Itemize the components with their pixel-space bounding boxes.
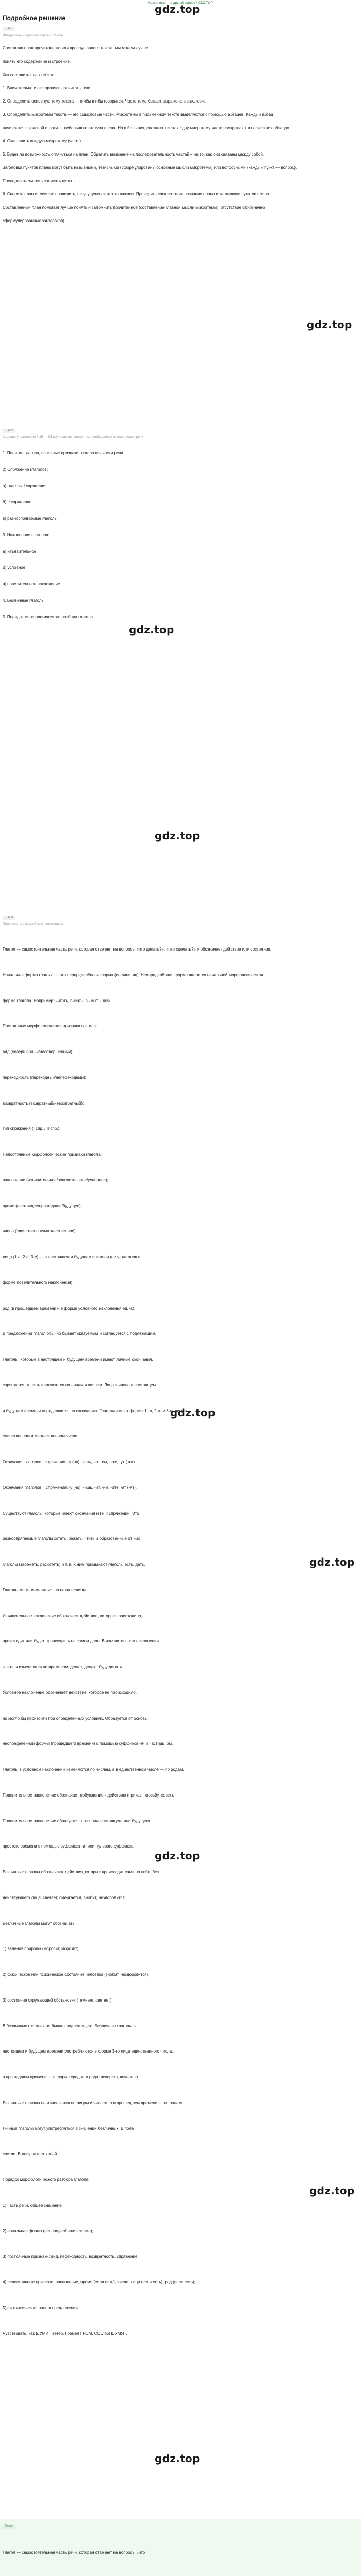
text-line: Окончания глаголов II спряжения: -у (-ю), -ишь, -ит, -им, -ите, -ат (-ят).: [3, 1485, 137, 1490]
text-line: простого времени с помощью суффикса -и- или нулевого суффикса.: [3, 1844, 135, 1849]
text-line: лицо (1-е, 2-е, 3-е) — в настоящем и будущем времени (не у глаголов в: [3, 1255, 141, 1260]
text-line: б) условное: [3, 565, 26, 570]
text-line: начинается с красной строки — небольшого отступа слева. Но в больших, сложных текстах одну микротему часто раскрывают в нескольких абзацах.: [3, 125, 290, 130]
text-line: В предложении глагол обычно бывает сказуемым и согласуется с подлежащим.: [3, 1331, 156, 1336]
text-line: 5. Будет ли возможность оглянуться на план. Обратить внимание на последовательность частей и на то, как они связаны между собой.: [3, 152, 265, 157]
text-line: неопределённой формы (прошедшего времени) с помощью суффикса -л- и частицы бы.: [3, 1741, 173, 1747]
text-line: в) повелительное наклонение.: [3, 582, 61, 587]
text-line: 2) начальная форма (неопределённая форма);: [3, 2228, 93, 2233]
text-line: Условное наклонение обозначает действие, которое не происходило,: [3, 1690, 137, 1695]
section-step-3: [3, 914, 358, 2336]
page-title: Подробное решение: [3, 14, 66, 22]
text-line: Порядок морфологического разбора глагола:: [3, 2177, 90, 2182]
text-line: б) II спряжение,: [3, 500, 33, 505]
text-line: 3) состояние окружающей обстановки (темнеет, светает).: [3, 1997, 113, 2003]
text-line: вид (совершенный/несовершенный);: [3, 1049, 74, 1055]
watermark: gdz.top: [155, 829, 200, 842]
text-line: 5) синтаксическая роль в предложении.: [3, 2305, 79, 2310]
section-step-2: [3, 428, 358, 619]
step-hint: План текста с подробным изложением: [3, 922, 63, 926]
text-line: 1. Внимательно и не торопясь прочитать текст.: [3, 86, 93, 91]
text-line: а) изъявительное,: [3, 549, 38, 554]
watermark: gdz.top: [155, 2452, 200, 2465]
text-line: 4. Безличные глаголы.: [3, 598, 46, 603]
step-hint: Интересные и простые факты о тексте: [3, 33, 63, 38]
text-line: Существуют глаголы, которые имеют окончания и I и II спряжений. Это: [3, 1511, 139, 1516]
text-line: 4. Озаглавить каждую микротему (часть).: [3, 139, 83, 144]
text-line: 2) Спряжение глаголов:: [3, 467, 48, 472]
text-line: Постоянные морфологические признаки глагола:: [3, 1024, 97, 1029]
text-line: Безличные глаголы могут обозначать:: [3, 1921, 76, 1926]
text-line: Окончания глаголов I спряжения: -у (-ю), -ешь, -ет, -ем, -ете, -ут (-ют).: [3, 1460, 136, 1465]
text-line: род (в прошедшем времени и в форме условного наклонения ед. ч.).: [3, 1306, 136, 1311]
answer-box: [0, 2519, 361, 2576]
text-line: но могло бы произойти при определённых условиях. Образуется от основы: [3, 1716, 148, 1721]
text-line: возвратность (возвратный/невозвратный);: [3, 1100, 84, 1106]
text-line: форме повелительного наклонения);: [3, 1280, 74, 1285]
text-line: Глаголы в условном наклонении изменяются по числам, а в единственном числе — по родам.: [3, 1767, 184, 1772]
watermark: gdz.top: [307, 318, 352, 331]
text-line: в прошедшем времени — в форме среднего рода: вечереет, вечерело.: [3, 2075, 139, 2080]
text-line: 3) постоянные признаки: вид, переходность, возвратность, спряжение;: [3, 2254, 139, 2259]
text-line: тип спряжения (I спр. / II спр.).: [3, 1126, 61, 1131]
text-line: Личные глаголы могут употребляться в значении безличных: В поле: [3, 2126, 134, 2131]
text-line: наклонение (изъявительное/повелительное/условное);: [3, 1177, 108, 1182]
text-line: форма глагола. Например: читать, писать, вымыть, лечь.: [3, 998, 113, 1003]
text-line: Составляя план прочитанного или прослушанного текста, мы можем лучше: [3, 46, 149, 51]
text-line: и будущем времени определяются по окончанию. Глаголы имеют формы 1-го, 2-го и 3-го лица в: [3, 1408, 188, 1413]
watermark: gdz.top: [155, 1850, 200, 1862]
text-line: 3. Наклонения глаголов:: [3, 532, 50, 537]
answer-content: [3, 2523, 358, 2576]
step-hint: Задание упражнения § 25 — 95 изучение основных тем, необходимых в плане части речи: [3, 435, 143, 439]
text-line: Повелительное наклонение образуется от основы настоящего или будущего: [3, 1818, 150, 1823]
text-line: сформулированных заголовков).: [3, 218, 66, 223]
text-line: Безличные глаголы не изменяются по лицам и числам, а в прошедшем времени — по родам.: [3, 2100, 183, 2105]
text-line: 1) часть речи, общее значение;: [3, 2202, 63, 2208]
text-line: единственном и множественном числе.: [3, 1434, 79, 1439]
top-banner-link[interactable]: Ищете ответ на другой вопрос? GDZ.TOP: [148, 1, 213, 5]
step-tag: Шаг 3: [3, 916, 15, 920]
text-line: глаголы изменяются по временам: делал, делаю, буду делать.: [3, 1665, 123, 1670]
text-line: Повелительное наклонение обозначает побуждение к действию (приказ, просьбу, совет).: [3, 1792, 174, 1798]
watermark: gdz.top: [155, 3, 200, 15]
text-line: Изъявительное наклонение обозначает действие, которое происходило,: [3, 1613, 142, 1618]
text-line: 4) непостоянные признаки: наклонение, время (если есть), число, лицо (если есть), род (если есть);: [3, 2280, 195, 2285]
text-line: время (настоящее/прошедшее/будущее);: [3, 1203, 82, 1208]
step-tag: Ответ: [3, 2524, 15, 2529]
text-line: число (единственное/множественное);: [3, 1229, 77, 1234]
text-line: спрягаются, то есть изменяются по лицам и числам. Лицо и число в настоящем: [3, 1382, 156, 1387]
text-line: настоящем и будущем времени употребляются в форме 3-го лица единственного числа,: [3, 2049, 173, 2054]
text-line: 3. Определить микротемы текста — его смысловые части. Микротемы в письменном тексте выделяются с помощью абзацев. Каждый абзац: [3, 112, 273, 117]
text-line: глаголы (забежать, расхотеть) и т. п. К ним примыкают глаголы есть, дать.: [3, 1562, 145, 1567]
text-line: 2) физическое или психическое состояние человека (знобит, нездоровится);: [3, 1972, 150, 1977]
text-line: 2. Определить основную тему текста — о чём в нём говорится. Часто тема бывает выражена в заголовке.: [3, 99, 207, 104]
text-line: Составленный план помогает лучше понять и запомнить прочитанное (составление главной мысли микротемы), отсутствие однозначно: [3, 205, 265, 210]
text-line: 5. Порядок морфологического разбора глагола.: [3, 614, 94, 619]
watermark: gdz.top: [309, 2184, 355, 2197]
step-tag: Шаг 2: [3, 429, 15, 433]
text-line: в) разноспрягаемые глаголы.: [3, 516, 59, 521]
text-line: действующего лица: светает, смеркается, знобит, нездоровится.: [3, 1895, 126, 1900]
text-line: Глаголы могут изменяться по наклонениям.: [3, 1587, 87, 1592]
step-tag: Шаг 1: [3, 27, 15, 31]
text-line: 1) явления природы (моросит, морозит);: [3, 1946, 80, 1952]
text-line: Начальная форма глагола — это неопределённая форма (инфинитив). Неопределённая форма является начальной морфологическая: [3, 972, 264, 977]
watermark: gdz.top: [309, 1556, 355, 1568]
text-line: 6. Сверить план с текстом: проверить, не упущено ли что-то важное. Проверить соответствие названия плана и заголовков пунктов плана.: [3, 192, 270, 197]
text-line: Непостоянные морфологические признаки глагола:: [3, 1152, 102, 1157]
section-step-1: [3, 26, 358, 224]
text-line: светло. В лесу пахнет хвоей.: [3, 2151, 58, 2157]
watermark: gdz.top: [129, 623, 174, 636]
text-line: Глаголы, которые в настоящем и будущем времени имеют личные окончания,: [3, 1357, 153, 1362]
text-line: Глагол — самостоятельная часть речи, которая отвечает на вопросы «что делать?», «что сделать?» и обозначает действие или состояние.: [3, 947, 271, 952]
text-line: Последовательность записать пункты.: [3, 178, 77, 183]
text-line: 1. Понятие глагола, основные признаки глагола как части речи.: [3, 451, 124, 456]
text-line: Как составить план текста:: [3, 72, 55, 77]
text-line: переходность (переходный/непереходный);: [3, 1075, 86, 1080]
text-line: происходит или будет происходить на самом деле. В изъявительном наклонении: [3, 1639, 159, 1644]
text-line: В безличных глаголах не бывает подлежащего. Безличные глаголы в: [3, 2023, 136, 2028]
text-line: понять его содержание и строение.: [3, 59, 71, 64]
text-line: Безличные глаголы обозначают действия, которые происходят сами по себе, без: [3, 1870, 159, 1875]
text-line: Чувствовать, как ШУМИТ ветер. Гремел ГРОМ. СОСНЫ ШУМЯТ.: [3, 2331, 127, 2336]
watermark: gdz.top: [170, 1406, 216, 1419]
text-line: Глагол — самостоятельная часть речи, которая отвечает на вопросы «что: [3, 2550, 145, 2555]
text-line: Заголовки пунктов плана могут быть назывными, тезисными (сформулированы основные мысли микротемы) или вопросными (каждый пункт — вопрос).: [3, 165, 297, 170]
text-line: разноспрягаемые глаголы хотеть, бежать, чтить и образованные от них: [3, 1536, 140, 1541]
text-line: а) глаголы I спряжения,: [3, 483, 48, 488]
